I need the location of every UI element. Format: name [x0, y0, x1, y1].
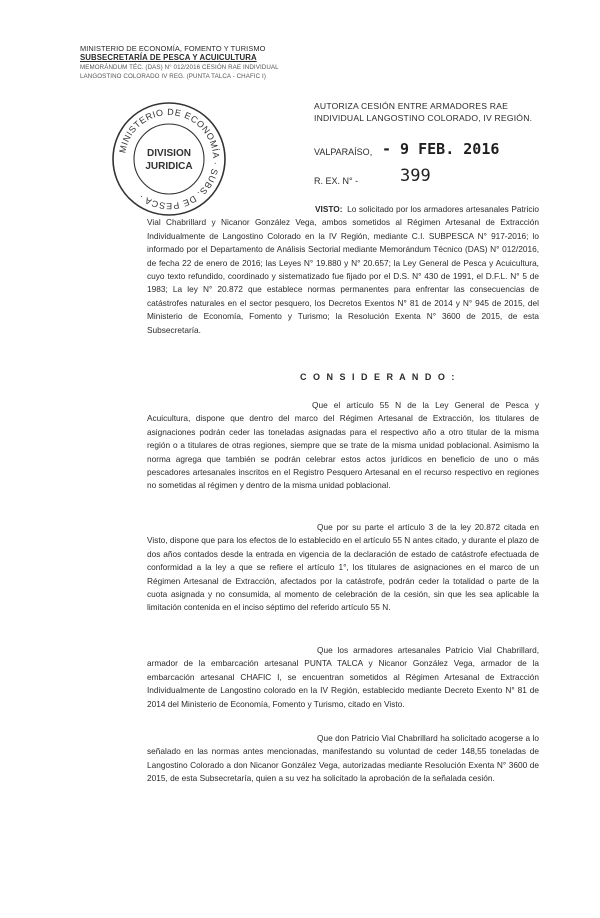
paragraph-text: Que los armadores artesanales Patricio Vial Chabrillard, armador de la embarcación artesanal PUNTA TALCA y Nicanor González Vega, armador de la embarcación artesanal CHAFIC I, se encuentran sometidos al Régimen Artesanal de Extracción Individualmente de Langostino colorado en la IV Región, establecido mediante Decreto Exento N° 81 de 2014 del Ministerio de Economía, Fomento y Turismo, citado en Visto.: [147, 645, 539, 709]
date-stamp: - 9 FEB. 2016: [382, 140, 500, 158]
visto-section: [147, 203, 539, 337]
paragraph-text: Que por su parte el artículo 3 de la ley 20.872 citada en Visto, dispone que para los efectos de lo establecido en el artículo 55 N antes citado, y durante el plazo de dos años contados desde la entrada en vigencia de la declaración de estado de catástrofe efectuada de conformidad a la ley a que se refiere el artículo 1°, los titulares de asignaciones en el marco de un Régimen Artesanal de Extracción, afectados por la catástrofe, podrán ceder la totalidad o parte de la cuota asignada y no consumida, al momento de celebración de la cesión, sin que les sea aplicable la limitación contenida en el inciso séptimo del referido artículo 55 N.: [147, 522, 539, 613]
stamp-line-2: JURIDICA: [145, 161, 193, 172]
reference-line-2: LANGOSTINO COLORADO IV REG. (PUNTA TALCA - CHAFIC I): [80, 73, 267, 81]
title-line-2: INDIVIDUAL LANGOSTINO COLORADO, IV REGIÓN.: [314, 113, 533, 123]
ministry-name: MINISTERIO DE ECONOMÍA, FOMENTO Y TURISMO: [80, 44, 266, 53]
letterhead: [80, 44, 300, 82]
stamp-ring-text: MINISTERIO DE ECONOMÍA · SUBS. DE PESCA ·: [117, 106, 222, 212]
considerando-paragraph-4: [147, 732, 539, 786]
resolution-label: R. EX. N° -: [314, 176, 359, 186]
reference-line-1: MEMORÁNDUM TÉC. (DAS) N° 012/2016 CESIÓN RAE INDIVIDUAL: [80, 63, 279, 71]
considerando-paragraph-2: [147, 521, 539, 615]
document-title: [314, 100, 564, 124]
visto-text: Lo solicitado por los armadores artesanales Patricio Vial Chabrillard y Nicanor González Vega, ambos sometidos al Régimen Artesanal de Extracción Individualmente de Langostino Colorado en la IV Región, mediante C.I. SUBPESCA N° 917-2016; lo informado por el Departamento de Análisis Sectorial mediante Memorándum Técnico (DAS) N° 012/2016, de fecha 22 de enero de 2016; las Leyes N° 19.880 y N° 20.657; la Ley General de Pesca y Acuicultura, cuyo texto refundido, coordinado y sistematizado fue fijado por el D.S. N° 430 de 1991, el D.F.L. N° 5 de 1983; La ley N° 20.872 que establece normas permanentes para enfrentar las consecuencias de catástrofes naturales en el sector pesquero, los Decretos Exentos N° 81 de 2014 y N° 945 de 2015, del Ministerio de Economía, Fomento y Turismo; la Resolución Exenta N° 3600 de 2015, de esta Subsecretaría.: [147, 204, 540, 335]
subsecretaria-name: SUBSECRETARÍA DE PESCA Y ACUICULTURA: [80, 53, 257, 63]
considerando-paragraph-1: [147, 399, 539, 493]
considerando-heading: C O N S I D E R A N D O :: [300, 372, 457, 382]
place-label: VALPARAÍSO,: [314, 147, 373, 157]
division-juridica-stamp: [110, 100, 228, 218]
paragraph-text: Que don Patricio Vial Chabrillard ha solicitado acogerse a lo señalado en las normas antes mencionadas, manifestando su voluntad de ceder 148,55 toneladas de Langostino Colorado a don Nicanor González Vega, autorizadas mediante Resolución Exenta N° 3600 de 2015, de esta Subsecretaría, quien a su vez ha solicitado la aprobación de la señalada cesión.: [147, 733, 539, 784]
considerando-paragraph-3: [147, 644, 539, 711]
paragraph-text: Que el artículo 55 N de la Ley General de Pesca y Acuicultura, dispone que dentro del marco del Régimen Artesanal de Extracción, los titulares de asignaciones podrán ceder las toneladas asignadas para el respectivo año a otro titular de la misma región o a titulares de otras regiones, siempre que se trate de la misma unidad poblacional. Asimismo la norma agrega que también se podrán celebrar estos actos jurídicos en beneficio de uno o más pescadores artesanales inscritos en el Registro Pesquero Artesanal en el recurso respectivo en regiones no sometidas al régimen y dentro de la misma unidad poblacional.: [147, 400, 539, 491]
stamp-line-1: DIVISION: [147, 148, 191, 159]
resolution-number: 399: [400, 166, 431, 186]
visto-heading: VISTO:: [315, 204, 343, 214]
title-line-1: AUTORIZA CESIÓN ENTRE ARMADORES RAE: [314, 101, 509, 111]
